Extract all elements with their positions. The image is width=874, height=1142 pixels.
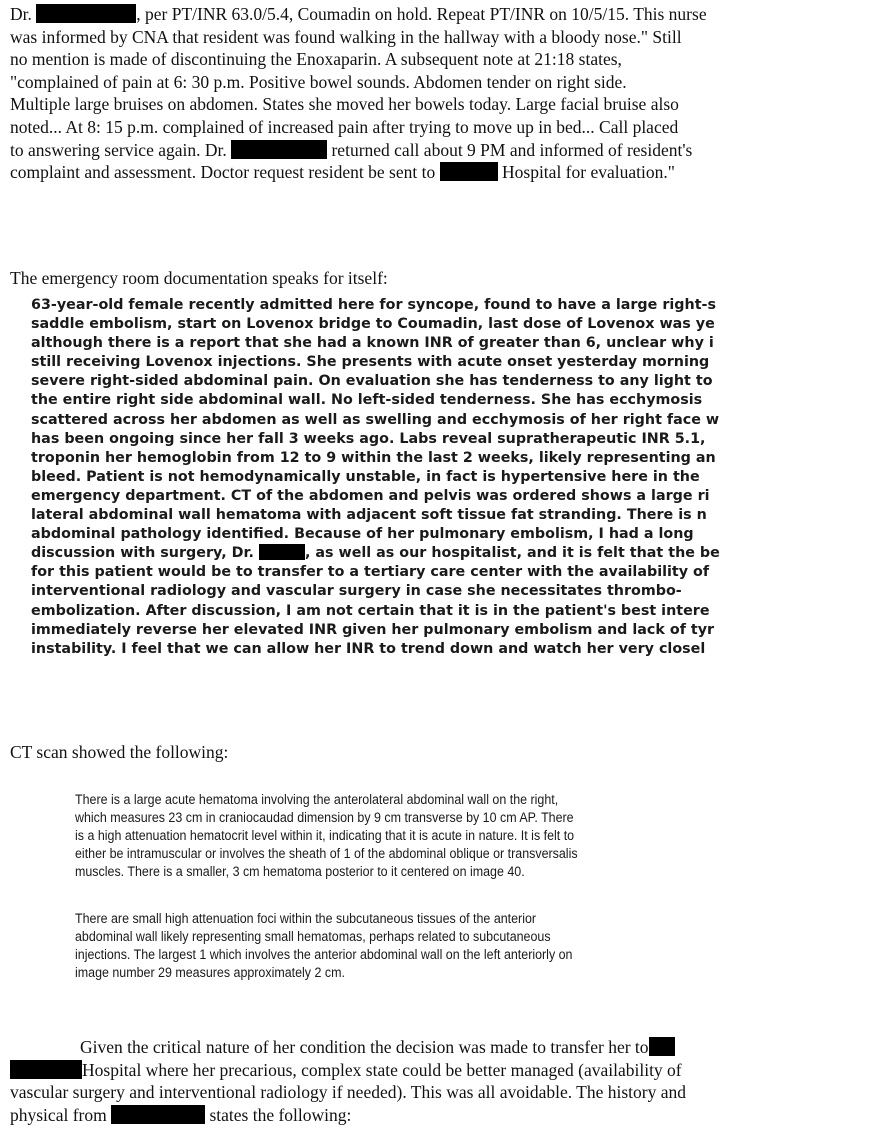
text-line: Dr. , per PT/INR 63.0/5.4, Coumadin on hold. Repeat PT/INR on 10/5/15. This nurse <box>10 4 707 24</box>
text-line: There is a large acute hematoma involving the anterolateral abdominal wall on the right, <box>75 792 559 807</box>
text-line: discussion with surgery, Dr. , as well as our hospitalist, and it is felt that the be <box>31 545 720 562</box>
text-line: scattered across her abdomen as well as swelling and ecchymosis of her right face w <box>31 411 720 428</box>
text-line: was informed by CNA that resident was found walking in the hallway with a bloody nose." Still <box>10 26 682 47</box>
text-line: There are small high attenuation foci within the subcutaneous tissues of the anterior <box>75 911 537 926</box>
text-line: abdominal wall likely representing small hematomas, perhaps related to subcutaneous <box>75 928 551 944</box>
text-line: either be intramuscular or involves the sheath of 1 of the abdominal oblique or transversalis <box>75 845 578 861</box>
text-line: Hospital where her precarious, complex state could be better managed (availability of <box>10 1059 870 1082</box>
text-line: to answering service again. Dr. returned call about 9 PM and informed of resident's <box>10 139 693 160</box>
nursing-note-paragraph <box>10 3 866 184</box>
text-line: bleed. Patient is not hemodynamically unstable, in fact is hypertensive here in the <box>31 468 700 485</box>
redaction-box <box>111 1105 205 1124</box>
text-line: complaint and assessment. Doctor request resident be sent to Hospital for evaluation." <box>10 162 675 183</box>
transfer-paragraph <box>10 1036 870 1126</box>
text-line: instability. I feel that we can allow her INR to trend down and watch her very closel <box>31 640 706 657</box>
ct-findings-paragraph-1 <box>75 791 835 881</box>
er-intro: The emergency room documentation speaks for itself: <box>10 268 388 288</box>
text-line: Multiple large bruises on abdomen. States she moved her bowels today. Large facial bruise also <box>10 94 679 115</box>
text-line: which measures 23 cm in craniocaudad dimension by 9 cm transverse by 10 cm AP. There <box>75 809 574 825</box>
text-line: "complained of pain at 6: 30 p.m. Positive bowel sounds. Abdomen tender on right side. <box>10 71 627 92</box>
text-line: embolization. After discussion, I am not certain that it is in the patient's best intere <box>31 602 710 619</box>
text-line: noted... At 8: 15 p.m. complained of increased pain after trying to move up in bed... Call placed <box>10 116 679 137</box>
text-line: lateral abdominal wall hematoma with adjacent soft tissue fat stranding. There is n <box>31 507 707 524</box>
text-line: physical from states the following: <box>10 1104 352 1125</box>
text-line: saddle embolism, start on Lovenox bridge to Coumadin, last dose of Lovenox was ye <box>31 316 715 333</box>
redaction-box <box>36 4 136 23</box>
text-line: emergency department. CT of the abdomen and pelvis was ordered shows a large ri <box>31 487 710 504</box>
ct-intro: CT scan showed the following: <box>10 742 229 762</box>
er-documentation-excerpt <box>31 296 874 720</box>
text-line: has been ongoing since her fall 3 weeks ago. Labs reveal supratherapeutic INR 5.1, <box>31 430 706 447</box>
text-line: for this patient would be to transfer to a tertiary care center with the availability of <box>31 564 710 581</box>
text-line: although there is a report that she had a known INR of greater than 6, unclear why i <box>31 335 714 352</box>
text-line: injections. The largest 1 which involves the anterior abdominal wall on the left anteriorly on <box>75 946 573 962</box>
text-line: 63-year-old female recently admitted here for syncope, found to have a large right-s <box>31 297 716 313</box>
redaction-box <box>259 544 305 560</box>
text-line: vascular surgery and interventional radiology if needed). This was all avoidable. The history and <box>10 1082 686 1102</box>
text-line: severe right-sided abdominal pain. On evaluation she has tenderness to any light to <box>31 373 713 390</box>
text-line: troponin her hemoglobin from 12 to 9 within the last 2 weeks, likely representing an <box>31 449 716 466</box>
text-line: interventional radiology and vascular surgery in case she necessitates thrombo- <box>31 583 682 600</box>
text-line: immediately reverse her elevated INR given her pulmonary embolism and lack of tyr <box>31 621 715 638</box>
ct-findings-paragraph-2 <box>75 910 835 982</box>
text-line: no mention is made of discontinuing the Enoxaparin. A subsequent note at 21:18 states, <box>10 49 622 70</box>
redaction-box <box>649 1037 675 1056</box>
text-line: Given the critical nature of her condition the decision was made to transfer her to <box>10 1036 870 1059</box>
text-line: still receiving Lovenox injections. She presents with acute onset yesterday morning <box>31 354 710 371</box>
text-line: the entire right side abdominal wall. No left-sided tenderness. She has ecchymosis <box>31 392 703 409</box>
text-line: image number 29 measures approximately 2 cm. <box>75 964 345 980</box>
redaction-box <box>440 162 498 181</box>
text-line: abdominal pathology identified. Because of her pulmonary embolism, I had a long <box>31 526 694 543</box>
redaction-box <box>10 1060 82 1079</box>
text-line: is a high attenuation hematocrit level within it, indicating that it is acute in nature. It is felt to <box>75 827 575 843</box>
redaction-box <box>231 140 327 159</box>
text-line: muscles. There is a smaller, 3 cm hematoma posterior to it centered on image 40. <box>75 863 525 879</box>
